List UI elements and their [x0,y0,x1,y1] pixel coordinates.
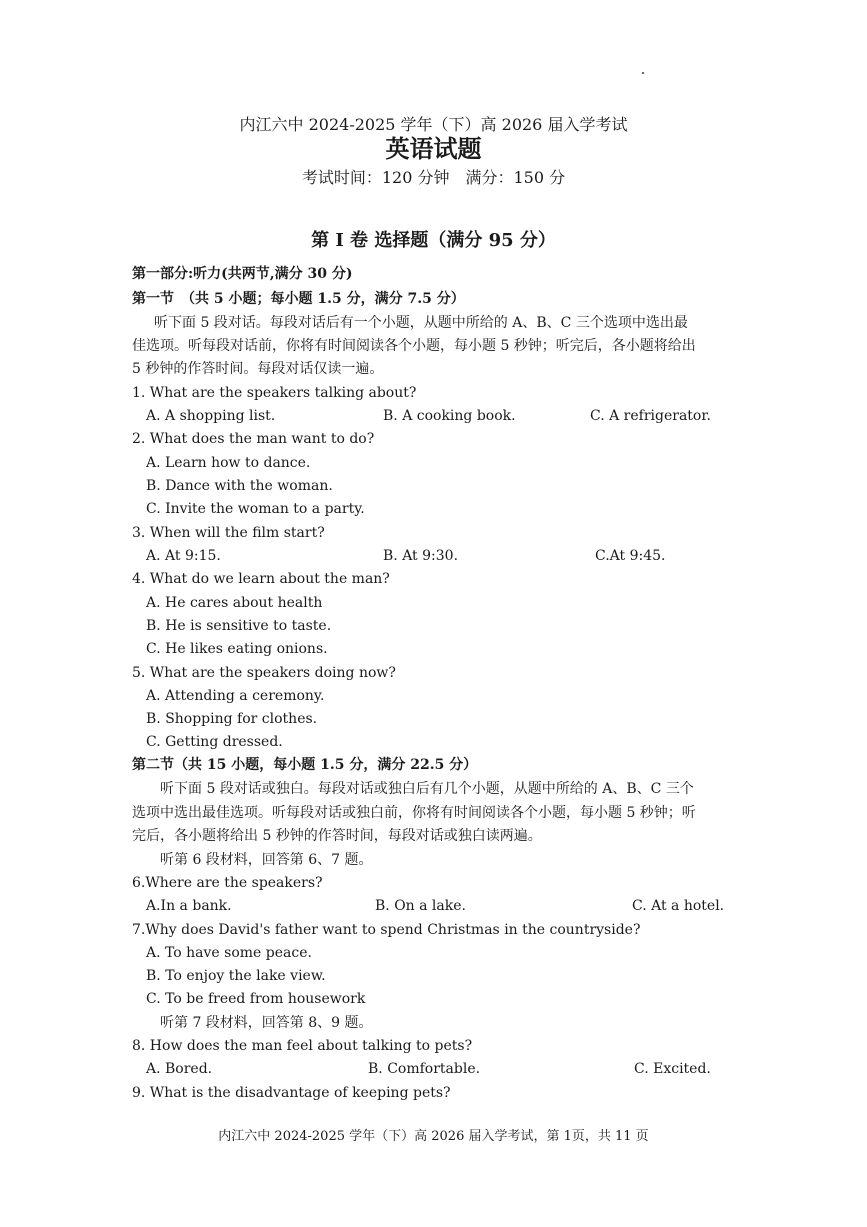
option-b: B. Comfortable. [368,1061,481,1077]
question-stem: 1. What are the speakers talking about? [132,385,417,401]
question-stem: 6.Where are the speakers? [132,875,323,891]
question-stem: 5. What are the speakers doing now? [132,665,396,681]
option-a: A.In a bank. [146,898,232,914]
section1-instruction-line: 5 秒钟的作答时间。每段对话仅读一遍。 [132,361,384,377]
section1-title: 第一节 （共 5 小题；每小题 1.5 分，满分 7.5 分） [132,291,465,307]
option-c: C. To be freed from housework [146,991,366,1007]
option-c: C. Getting dressed. [146,734,283,750]
subject-title: 英语试题 [385,134,482,163]
option-c: C.At 9:45. [595,548,666,564]
section2-instruction-line: 听下面 5 段对话或独白。每段对话或独白后有几个小题，从题中所给的 A、B、C 三个 [160,781,694,797]
option-a: A. To have some peace. [146,945,312,961]
option-c: C. A refrigerator. [590,408,711,424]
question-stem: 4. What do we learn about the man? [132,571,390,587]
option-b: B. Dance with the woman. [146,478,333,494]
option-a: A. Learn how to dance. [146,455,311,471]
option-c: C. Excited. [634,1061,711,1077]
section2-title: 第二节（共 15 小题，每小题 1.5 分，满分 22.5 分） [132,757,478,773]
question-stem: 2. What does the man want to do? [132,431,375,447]
school-exam-line: 内江六中 2024-2025 学年（下）高 2026 届入学考试 [239,115,628,134]
section1-instruction-line: 佳选项。听每段对话前，你将有时间阅读各个小题，每小题 5 秒钟；听完后，各小题将给出 [132,338,696,354]
section2-instruction-line: 选项中选出最佳选项。听每段对话或独白前，你将有时间阅读各个小题，每小题 5 秒钟；听 [132,805,696,821]
option-b: B. Shopping for clothes. [146,711,318,727]
question-stem: 7.Why does David's father want to spend Christmas in the countryside? [132,922,641,938]
question-stem: 9. What is the disadvantage of keeping pets? [132,1085,451,1101]
material-7-note: 听第 7 段材料，回答第 8、9 题。 [160,1015,373,1031]
exam-info: 考试时间：120 分钟 满分：150 分 [301,168,566,187]
material-6-note: 听第 6 段材料，回答第 6、7 题。 [160,852,373,868]
option-a: A. Bored. [146,1061,213,1077]
section2-instruction-line: 完后，各小题将给出 5 秒钟的作答时间，每段对话或独白读两遍。 [132,828,542,844]
option-a: A. Attending a ceremony. [146,688,325,704]
option-c: C. He likes eating onions. [146,641,328,657]
option-b: B. At 9:30. [383,548,459,564]
option-a: A. At 9:15. [146,548,221,564]
option-b: B. On a lake. [375,898,466,914]
option-a: A. He cares about health [146,595,323,611]
page-footer: 内江六中 2024-2025 学年（下）高 2026 届入学考试，第 1页，共 11 页 [218,1129,649,1144]
option-a: A. A shopping list. [146,408,276,424]
option-b: B. To enjoy the lake view. [146,968,326,984]
listening-title: 第一部分:听力(共两节,满分 30 分) [132,266,353,282]
part-heading: 第 I 卷 选择题（满分 95 分） [311,230,556,251]
option-b: B. A cooking book. [383,408,516,424]
option-b: B. He is sensitive to taste. [146,618,332,634]
option-c: C. Invite the woman to a party. [146,501,365,517]
question-stem: 3. When will the film start? [132,525,325,541]
scan-speck [642,72,644,74]
question-stem: 8. How does the man feel about talking to pets? [132,1038,473,1054]
option-c: C. At a hotel. [632,898,725,914]
section1-instruction-line: 听下面 5 段对话。每段对话后有一个小题，从题中所给的 A、B、C 三个选项中选出最 [154,315,688,331]
